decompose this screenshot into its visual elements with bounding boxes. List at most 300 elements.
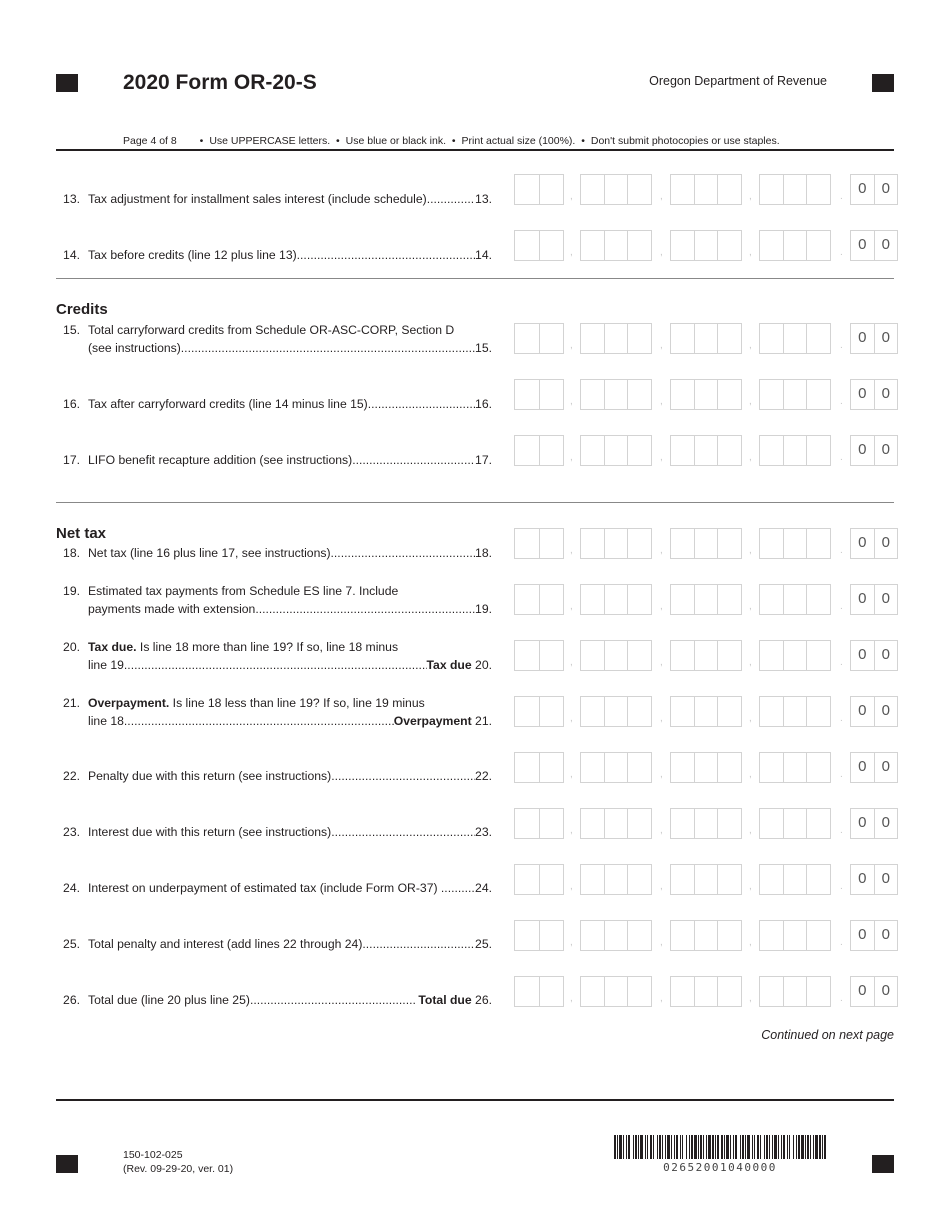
amount-input-line-26[interactable]: [514, 976, 898, 1007]
digit-cell[interactable]: [695, 436, 719, 465]
digit-cell[interactable]: [718, 436, 741, 465]
digit-group[interactable]: [670, 584, 742, 615]
digit-group[interactable]: [580, 976, 652, 1007]
amount-input-line-17[interactable]: [514, 435, 898, 466]
digit-cell[interactable]: [695, 529, 719, 558]
digit-cell[interactable]: [581, 585, 605, 614]
cents-digit: 0: [881, 814, 890, 831]
barcode-bar: [810, 1135, 811, 1159]
amount-input-line-20[interactable]: [514, 640, 898, 671]
digit-group[interactable]: [580, 379, 652, 410]
barcode-bar: [747, 1135, 750, 1159]
digit-cell[interactable]: [807, 436, 830, 465]
digit-cell[interactable]: [695, 921, 719, 950]
digit-cell[interactable]: [540, 753, 564, 782]
digit-cell[interactable]: [784, 529, 808, 558]
line-label: Net tax (line 16 plus line 17, see instructions): [88, 546, 331, 560]
digit-cell[interactable]: [671, 529, 695, 558]
digit-group[interactable]: [514, 584, 564, 615]
digit-cell[interactable]: [695, 641, 719, 670]
digit-cell[interactable]: [807, 641, 830, 670]
cents-digit: 0: [851, 436, 875, 465]
digit-group[interactable]: [759, 435, 831, 466]
digit-group[interactable]: [580, 808, 652, 839]
digit-cell[interactable]: [760, 641, 784, 670]
cents-digit: 0: [851, 697, 875, 726]
cents-box[interactable]: [850, 864, 898, 895]
digit-cell[interactable]: [784, 697, 808, 726]
digit-group[interactable]: [759, 379, 831, 410]
digit-cell[interactable]: [718, 529, 741, 558]
digit-cell[interactable]: [540, 436, 564, 465]
digit-cell[interactable]: [540, 865, 564, 894]
digit-cell[interactable]: [760, 380, 784, 409]
amount-input-line-15[interactable]: [514, 323, 898, 354]
digit-cell[interactable]: [581, 324, 605, 353]
digit-cell[interactable]: [540, 175, 564, 204]
digit-cell[interactable]: [760, 697, 784, 726]
digit-group[interactable]: [670, 174, 742, 205]
digit-group[interactable]: [670, 864, 742, 895]
cents-digit: 0: [881, 982, 890, 999]
digit-cell[interactable]: [605, 529, 629, 558]
digit-group[interactable]: [670, 323, 742, 354]
digit-cell[interactable]: [628, 641, 651, 670]
digit-cell[interactable]: [581, 977, 605, 1006]
digit-cell[interactable]: [515, 585, 540, 614]
digit-group[interactable]: [514, 696, 564, 727]
registration-mark: [56, 1155, 78, 1173]
digit-group[interactable]: [759, 976, 831, 1007]
digit-separator: ,: [749, 825, 752, 836]
line-label: Total due (line 20 plus line 25): [88, 993, 250, 1007]
digit-group[interactable]: [514, 323, 564, 354]
digit-cell[interactable]: [760, 436, 784, 465]
cents-box[interactable]: [850, 435, 898, 466]
digit-cell[interactable]: [515, 977, 540, 1006]
amount-input-line-23[interactable]: [514, 808, 898, 839]
digit-cell[interactable]: [760, 231, 784, 260]
digit-cell[interactable]: [515, 529, 540, 558]
amount-input-line-25[interactable]: [514, 920, 898, 951]
digit-group[interactable]: [580, 640, 652, 671]
cents-box[interactable]: [850, 920, 898, 951]
cents-box[interactable]: [850, 696, 898, 727]
digit-separator: .: [840, 825, 843, 836]
digit-group[interactable]: [580, 528, 652, 559]
barcode-bar: [793, 1135, 794, 1159]
digit-group[interactable]: [670, 379, 742, 410]
digit-cell[interactable]: [581, 697, 605, 726]
digit-cell[interactable]: [540, 977, 564, 1006]
digit-cell[interactable]: [628, 753, 651, 782]
cents-box[interactable]: [850, 174, 898, 205]
digit-group[interactable]: [670, 808, 742, 839]
digit-cell[interactable]: [807, 529, 830, 558]
digit-group[interactable]: [759, 323, 831, 354]
digit-cell[interactable]: [628, 697, 651, 726]
digit-separator: ,: [570, 769, 573, 780]
digit-cell[interactable]: [807, 697, 830, 726]
digit-group[interactable]: [580, 752, 652, 783]
digit-cell[interactable]: [605, 436, 629, 465]
digit-separator: ,: [660, 601, 663, 612]
barcode-bar: [667, 1135, 670, 1159]
digit-cell[interactable]: [581, 436, 605, 465]
barcode-bar: [703, 1135, 704, 1159]
digit-cell[interactable]: [807, 865, 830, 894]
digit-cell[interactable]: [605, 865, 629, 894]
digit-group[interactable]: [759, 584, 831, 615]
barcode-bar: [665, 1135, 666, 1159]
digit-cell[interactable]: [760, 921, 784, 950]
digit-cell[interactable]: [515, 324, 540, 353]
digit-cell[interactable]: [515, 436, 540, 465]
digit-cell[interactable]: [760, 585, 784, 614]
digit-cell[interactable]: [671, 585, 695, 614]
barcode-bar: [726, 1135, 729, 1159]
barcode-bar: [824, 1135, 826, 1159]
cents-digit: 0: [881, 870, 890, 887]
digit-cell[interactable]: [718, 921, 741, 950]
digit-cell[interactable]: [807, 753, 830, 782]
digit-group[interactable]: [514, 174, 564, 205]
digit-cell[interactable]: [605, 585, 629, 614]
digit-cell[interactable]: [760, 753, 784, 782]
digit-cell[interactable]: [671, 324, 695, 353]
digit-group[interactable]: [580, 584, 652, 615]
cents-box[interactable]: [850, 230, 898, 261]
digit-cell[interactable]: [515, 697, 540, 726]
digit-cell[interactable]: [515, 175, 540, 204]
amount-input-line-13[interactable]: [514, 174, 898, 205]
digit-cell[interactable]: [807, 921, 830, 950]
digit-cell[interactable]: [581, 380, 605, 409]
cents-box[interactable]: [850, 752, 898, 783]
page-number: Page 4 of 8: [123, 135, 177, 147]
digit-cell[interactable]: [540, 809, 564, 838]
barcode-bar: [700, 1135, 702, 1159]
cents-box[interactable]: [850, 528, 898, 559]
digit-cell[interactable]: [695, 380, 719, 409]
cents-digit: 0: [881, 385, 890, 402]
digit-cell[interactable]: [581, 753, 605, 782]
digit-group[interactable]: [670, 640, 742, 671]
cents-box[interactable]: [850, 379, 898, 410]
amount-input-line-14[interactable]: [514, 230, 898, 261]
digit-cell[interactable]: [605, 697, 629, 726]
digit-cell[interactable]: [695, 697, 719, 726]
cents-digit: 0: [881, 758, 890, 775]
digit-group[interactable]: [759, 808, 831, 839]
digit-cell[interactable]: [784, 380, 808, 409]
digit-cell[interactable]: [671, 697, 695, 726]
digit-cell[interactable]: [695, 809, 719, 838]
digit-group[interactable]: [759, 920, 831, 951]
digit-cell[interactable]: [784, 585, 808, 614]
cents-box[interactable]: [850, 640, 898, 671]
digit-group[interactable]: [580, 323, 652, 354]
digit-group[interactable]: [514, 435, 564, 466]
cents-box[interactable]: [850, 808, 898, 839]
digit-cell[interactable]: [628, 809, 651, 838]
cents-digit: 0: [851, 231, 875, 260]
digit-group[interactable]: [759, 864, 831, 895]
digit-cell[interactable]: [628, 865, 651, 894]
digit-group[interactable]: [514, 864, 564, 895]
digit-cell[interactable]: [581, 921, 605, 950]
digit-cell[interactable]: [718, 697, 741, 726]
barcode: [614, 1135, 826, 1159]
digit-group[interactable]: [514, 752, 564, 783]
digit-cell[interactable]: [605, 921, 629, 950]
barcode-bar: [640, 1135, 643, 1159]
digit-cell[interactable]: [628, 977, 651, 1006]
digit-separator: ,: [749, 191, 752, 202]
digit-group[interactable]: [580, 435, 652, 466]
digit-cell[interactable]: [628, 436, 651, 465]
digit-cell[interactable]: [671, 809, 695, 838]
digit-group[interactable]: [670, 976, 742, 1007]
digit-cell[interactable]: [784, 977, 808, 1006]
digit-cell[interactable]: [628, 529, 651, 558]
cents-digit: 0: [881, 329, 890, 346]
line-label: Penalty due with this return (see instructions): [88, 769, 332, 783]
digit-cell[interactable]: [718, 641, 741, 670]
digit-cell[interactable]: [784, 231, 808, 260]
digit-separator: ,: [570, 247, 573, 258]
digit-cell[interactable]: [671, 921, 695, 950]
digit-group[interactable]: [514, 379, 564, 410]
cents-digit: 0: [881, 180, 890, 197]
digit-cell[interactable]: [760, 324, 784, 353]
digit-cell[interactable]: [515, 231, 540, 260]
digit-cell[interactable]: [784, 753, 808, 782]
digit-group[interactable]: [759, 174, 831, 205]
digit-cell[interactable]: [695, 865, 719, 894]
cents-box[interactable]: [850, 584, 898, 615]
barcode-bar: [781, 1135, 782, 1159]
digit-cell[interactable]: [581, 641, 605, 670]
digit-group[interactable]: [580, 920, 652, 951]
digit-cell[interactable]: [628, 380, 651, 409]
digit-group[interactable]: [670, 752, 742, 783]
amount-input-line-16[interactable]: [514, 379, 898, 410]
digit-cell[interactable]: [671, 380, 695, 409]
amount-input-line-22[interactable]: [514, 752, 898, 783]
digit-group[interactable]: [759, 640, 831, 671]
digit-cell[interactable]: [540, 324, 564, 353]
section-heading-net-tax: Net tax: [56, 525, 107, 542]
digit-cell[interactable]: [540, 380, 564, 409]
digit-separator: .: [840, 769, 843, 780]
barcode-bar: [813, 1135, 814, 1159]
digit-group[interactable]: [580, 864, 652, 895]
digit-cell[interactable]: [807, 809, 830, 838]
amount-input-line-21[interactable]: [514, 696, 898, 727]
digit-group[interactable]: [759, 528, 831, 559]
instruction: Use UPPERCASE letters.: [209, 135, 331, 147]
digit-cell[interactable]: [628, 585, 651, 614]
digit-cell[interactable]: [807, 175, 830, 204]
digit-cell[interactable]: [760, 865, 784, 894]
digit-cell[interactable]: [515, 380, 540, 409]
registration-mark: [872, 1155, 894, 1173]
digit-cell[interactable]: [605, 809, 629, 838]
barcode-bar: [691, 1135, 693, 1159]
line-label: Tax before credits (line 12 plus line 13): [88, 248, 297, 262]
digit-group[interactable]: [514, 920, 564, 951]
digit-cell[interactable]: [605, 380, 629, 409]
amount-input-line-18[interactable]: [514, 528, 898, 559]
digit-cell[interactable]: [718, 231, 741, 260]
digit-cell[interactable]: [784, 436, 808, 465]
digit-cell[interactable]: [515, 753, 540, 782]
digit-cell[interactable]: [540, 231, 564, 260]
digit-group[interactable]: [514, 976, 564, 1007]
digit-cell[interactable]: [760, 175, 784, 204]
digit-cell[interactable]: [540, 921, 564, 950]
digit-cell[interactable]: [807, 585, 830, 614]
digit-cell[interactable]: [807, 380, 830, 409]
digit-group[interactable]: [759, 230, 831, 261]
digit-cell[interactable]: [760, 529, 784, 558]
digit-group[interactable]: [759, 752, 831, 783]
digit-cell[interactable]: [695, 585, 719, 614]
digit-cell[interactable]: [718, 865, 741, 894]
line-label: line 19: [88, 658, 124, 672]
digit-group[interactable]: [580, 174, 652, 205]
digit-cell[interactable]: [671, 753, 695, 782]
digit-cell[interactable]: [760, 809, 784, 838]
digit-cell[interactable]: [695, 324, 719, 353]
digit-cell[interactable]: [718, 324, 741, 353]
digit-cell[interactable]: [695, 231, 719, 260]
digit-cell[interactable]: [718, 753, 741, 782]
cents-digit: 0: [851, 753, 875, 782]
digit-group[interactable]: [670, 435, 742, 466]
amount-input-line-24[interactable]: [514, 864, 898, 895]
digit-cell[interactable]: [628, 921, 651, 950]
registration-mark: [56, 74, 78, 92]
digit-cell[interactable]: [760, 977, 784, 1006]
digit-cell[interactable]: [695, 977, 719, 1006]
digit-cell[interactable]: [605, 977, 629, 1006]
digit-group[interactable]: [514, 230, 564, 261]
digit-cell[interactable]: [671, 231, 695, 260]
barcode-bar: [614, 1135, 616, 1159]
digit-cell[interactable]: [540, 585, 564, 614]
digit-separator: ,: [570, 396, 573, 407]
digit-cell[interactable]: [784, 921, 808, 950]
digit-group[interactable]: [670, 920, 742, 951]
digit-cell[interactable]: [605, 641, 629, 670]
digit-cell[interactable]: [784, 324, 808, 353]
digit-cell[interactable]: [605, 175, 629, 204]
digit-group[interactable]: [514, 640, 564, 671]
cents-digit: 0: [851, 380, 875, 409]
digit-cell[interactable]: [581, 809, 605, 838]
digit-cell[interactable]: [581, 865, 605, 894]
digit-cell[interactable]: [671, 977, 695, 1006]
digit-group[interactable]: [514, 528, 564, 559]
digit-group[interactable]: [759, 696, 831, 727]
digit-cell[interactable]: [718, 809, 741, 838]
digit-cell[interactable]: [515, 865, 540, 894]
digit-cell[interactable]: [540, 529, 564, 558]
digit-cell[interactable]: [581, 529, 605, 558]
digit-cell[interactable]: [807, 231, 830, 260]
digit-cell[interactable]: [605, 753, 629, 782]
digit-group[interactable]: [670, 696, 742, 727]
digit-cell[interactable]: [807, 977, 830, 1006]
digit-cell[interactable]: [628, 231, 651, 260]
digit-group[interactable]: [580, 230, 652, 261]
digit-cell[interactable]: [605, 324, 629, 353]
digit-cell[interactable]: [628, 175, 651, 204]
digit-cell[interactable]: [784, 175, 808, 204]
barcode-bar: [778, 1135, 779, 1159]
digit-group[interactable]: [670, 230, 742, 261]
digit-cell[interactable]: [515, 809, 540, 838]
digit-cell[interactable]: [581, 175, 605, 204]
barcode-bar: [730, 1135, 731, 1159]
digit-cell[interactable]: [718, 977, 741, 1006]
barcode-bar: [623, 1135, 624, 1159]
digit-group[interactable]: [514, 808, 564, 839]
line-label: Tax after carryforward credits (line 14 minus line 15): [88, 397, 368, 411]
digit-cell[interactable]: [515, 641, 540, 670]
digit-group[interactable]: [670, 528, 742, 559]
digit-cell[interactable]: [807, 324, 830, 353]
barcode-bar: [662, 1135, 663, 1159]
digit-cell[interactable]: [718, 585, 741, 614]
digit-cell[interactable]: [628, 324, 651, 353]
digit-cell[interactable]: [671, 865, 695, 894]
digit-separator: ,: [749, 993, 752, 1004]
digit-separator: ,: [749, 340, 752, 351]
barcode-bar: [653, 1135, 654, 1159]
amount-input-line-19[interactable]: [514, 584, 898, 615]
digit-cell[interactable]: [515, 921, 540, 950]
digit-cell[interactable]: [605, 231, 629, 260]
digit-cell[interactable]: [784, 809, 808, 838]
digit-cell[interactable]: [784, 641, 808, 670]
digit-cell[interactable]: [718, 175, 741, 204]
digit-group[interactable]: [580, 696, 652, 727]
digit-separator: ,: [749, 769, 752, 780]
digit-cell[interactable]: [671, 641, 695, 670]
digit-cell[interactable]: [718, 380, 741, 409]
digit-cell[interactable]: [671, 175, 695, 204]
digit-separator: ,: [660, 881, 663, 892]
digit-cell[interactable]: [540, 697, 564, 726]
digit-separator: ,: [660, 191, 663, 202]
digit-cell[interactable]: [695, 753, 719, 782]
cents-box[interactable]: [850, 323, 898, 354]
cents-digit: 0: [851, 529, 875, 558]
continued-note: Continued on next page: [761, 1028, 894, 1042]
digit-cell[interactable]: [540, 641, 564, 670]
section-heading-credits: Credits: [56, 301, 108, 318]
digit-cell[interactable]: [695, 175, 719, 204]
barcode-bar: [745, 1135, 746, 1159]
digit-cell[interactable]: [784, 865, 808, 894]
digit-cell[interactable]: [671, 436, 695, 465]
digit-cell[interactable]: [581, 231, 605, 260]
cents-box[interactable]: [850, 976, 898, 1007]
digit-separator: .: [840, 601, 843, 612]
